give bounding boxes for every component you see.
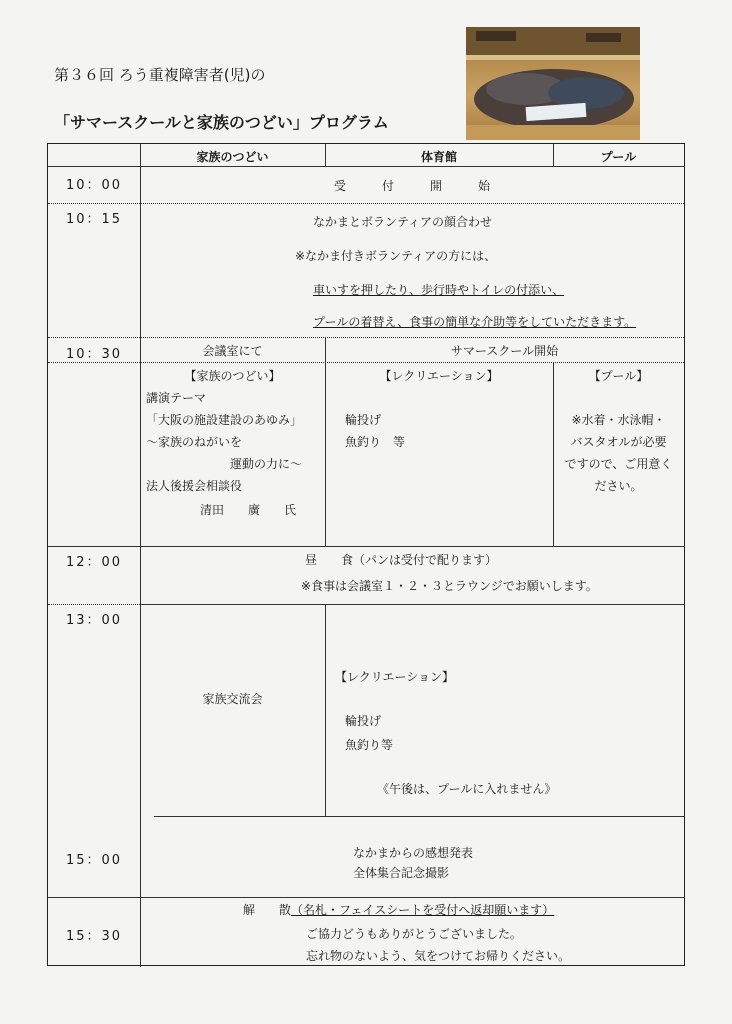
family-gathering-title: 【家族のつどい】: [184, 369, 281, 383]
return-nametag-note: （名札・フェイスシートを受付へ返却願います）: [291, 903, 555, 917]
volunteer-duty-2: プールの着替え、食事の簡単な介助等をしていただきます。: [313, 315, 637, 329]
family-place: 会議室にて: [202, 344, 263, 358]
speaker-role: 法人後援会相談役: [146, 479, 243, 493]
dismissal-label: 解 散: [243, 903, 292, 917]
family-exchange: 家族交流会: [202, 692, 263, 706]
column-header-family: 家族のつどい: [196, 150, 269, 164]
group-photo: [466, 27, 640, 140]
volunteer-duty-1: 車いすを押したり、歩行時やトイレの付添い、: [313, 283, 565, 297]
lecture-theme-sub1: ～家族のねがいを: [146, 435, 243, 449]
reception-start: 受 付 開 始: [333, 179, 490, 193]
time-1300: 13：00: [65, 613, 123, 628]
no-pool-afternoon: 《午後は、プールに入れません》: [377, 782, 557, 796]
afternoon-ring-toss: 輪投げ: [345, 714, 382, 728]
lecture-theme: 「大阪の施設建設のあゆみ」: [146, 413, 303, 427]
time-1015: 10：15: [65, 212, 123, 227]
recreation-fishing: 魚釣り 等: [345, 435, 406, 449]
time-1500: 15：00: [65, 853, 123, 868]
afternoon-recreation-title: 【レクリエーション】: [335, 670, 455, 684]
time-1030: 10：30: [65, 347, 123, 362]
meet-volunteers: なかまとボランティアの顔合わせ: [313, 215, 493, 229]
lunch-note: ※食事は会議室１・２・３とラウンジでお願いします。: [301, 579, 598, 593]
program-subtitle: 第３６回 ろう重複障害者(児)の: [54, 66, 266, 84]
time-1000: 10：00: [65, 178, 123, 193]
pool-note-1: ※水着・水泳帽・: [571, 413, 666, 427]
pool-note-2: バスタオルが必要: [570, 435, 667, 449]
recreation-title: 【レクリエーション】: [379, 369, 499, 383]
group-photo-session: 全体集合記念撮影: [353, 866, 450, 880]
summer-school-start: サマースクール開始: [450, 344, 559, 358]
impressions: なかまからの感想発表: [353, 846, 474, 860]
time-1530: 15：30: [65, 929, 123, 944]
afternoon-fishing: 魚釣り等: [345, 738, 394, 752]
pool-note-4: ださい。: [594, 479, 643, 493]
program-table: [47, 143, 685, 966]
volunteer-note: ※なかま付きボランティアの方には、: [295, 249, 497, 263]
lecture-theme-sub2: 運動の力に～: [230, 457, 303, 471]
column-header-pool: プール: [600, 150, 637, 164]
pool-title: 【プール】: [588, 369, 649, 383]
column-header-gym: 体育館: [420, 150, 457, 164]
time-1200: 12：00: [65, 555, 123, 570]
lecture-theme-label: 講演テーマ: [146, 391, 207, 405]
pool-note-3: ですので、ご用意く: [564, 457, 673, 471]
lunch: 昼 食（パンは受付で配ります）: [305, 553, 498, 567]
thanks: ご協力どうもありがとうございました。: [306, 927, 523, 941]
belongings-reminder: 忘れ物のないよう、気をつけてお帰りください。: [306, 949, 571, 963]
recreation-ring-toss: 輪投げ: [345, 413, 382, 427]
program-title: 「サマースクールと家族のつどい」プログラム: [54, 113, 389, 132]
group-photo-image: [466, 27, 640, 140]
dismissal: [243, 902, 554, 918]
speaker-name: 清田 廣 氏: [200, 503, 297, 517]
